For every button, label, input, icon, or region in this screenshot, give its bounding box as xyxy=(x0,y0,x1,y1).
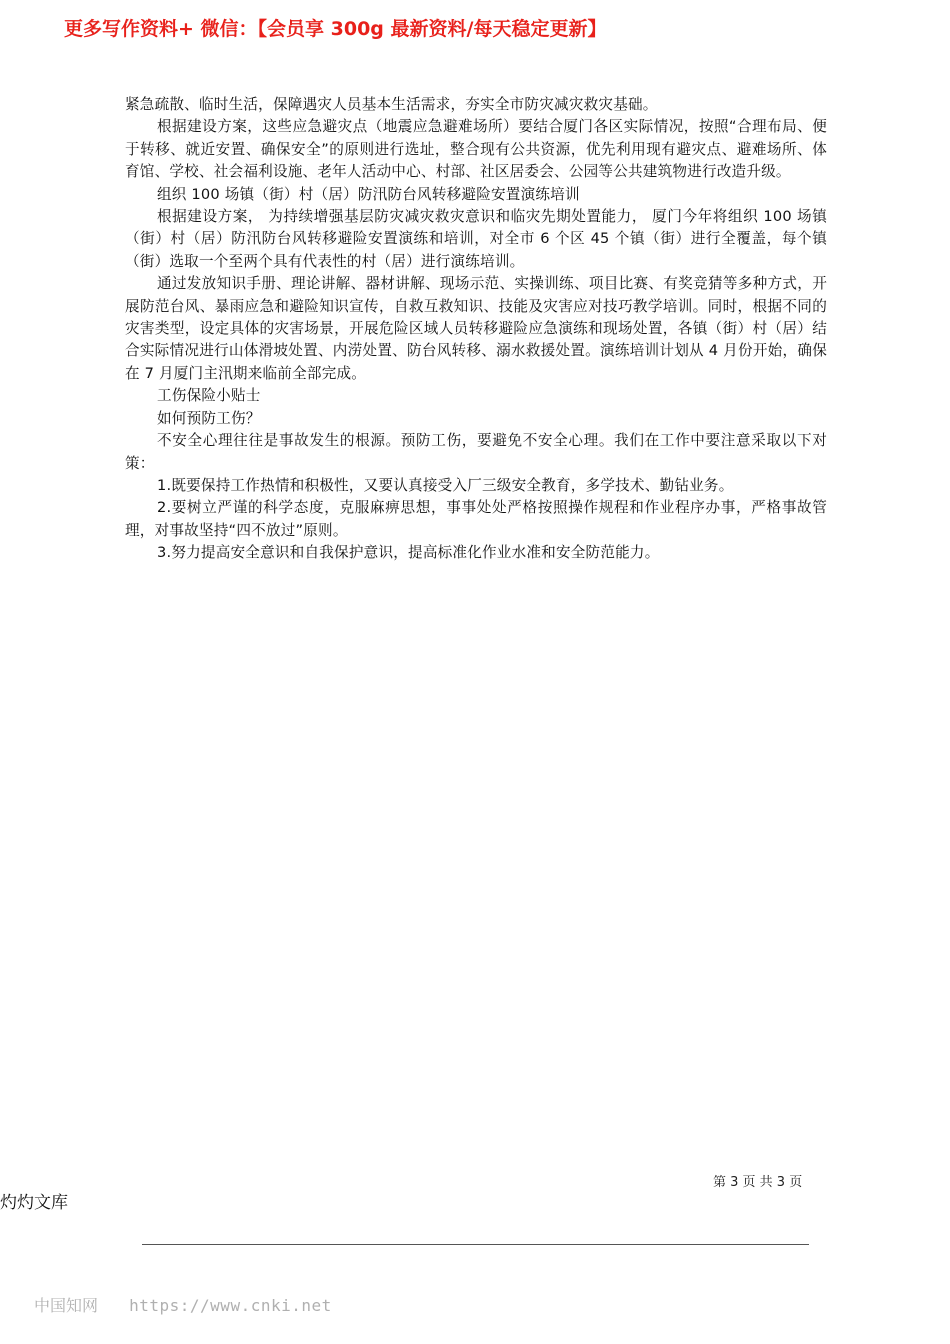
watermark-cn: 中国知网 xyxy=(34,1296,99,1315)
list-item-1: 1.既要保持工作热情和积极性，又要认真接受入厂三级安全教育，多学技术、勤钻业务。 xyxy=(157,476,734,494)
list-item-2: 2.要树立严谨的科学态度，克服麻痹思想，事事处处严格按照操作规程和作业程序办事，严格事故管理，对事故坚持“四不放过”原则。 xyxy=(125,499,827,539)
paragraph-4: 通过发放知识手册、理论讲解、器材讲解、现场示范、实操训练、项目比赛、有奖竞猜等多种方式，开展防范台风、暴雨应急和避险知识宣传，自救互救知识、技能及灾害应对技巧教学培训。同时，根据不同的灾害类型，设定具体的灾害场景，开展危险区域人员转移避险应急演练和现场处置，各镇（街）村（居）结合实际情况进行山体滑坡处置、内涝处置、防台风转移、溺水救援处置。演练培训计划从 4 月份开始，确保在 7 月厦门主汛期来临前全部完成。 xyxy=(125,275,827,382)
paragraph-2: 根据建设方案，这些应急避灾点（地震应急避难场所）要结合厦门各区实际情况，按照“合理布局、便于转移、就近安置、确保安全”的原则进行选址，整合现有公共资源，优先利用现有避灾点、避难场所、体育馆、学校、社会福利设施、老年人活动中心、村部、社区居委会、公园等公共建筑物进行改造升级。 xyxy=(125,118,827,181)
question-heading: 如何预防工伤？ xyxy=(157,409,261,427)
page-number: 第 3 页 共 3 页 xyxy=(713,1175,803,1190)
section-heading-tips: 工伤保险小贴士 xyxy=(157,387,261,405)
paragraph-5: 不安全心理往往是事故发生的根源。预防工伤，要避免不安全心理。我们在工作中要注意采取以下对策： xyxy=(125,432,827,472)
paragraph-3: 根据建设方案， 为持续增强基层防灾减灾救灾意识和临灾先期处置能力， 厦门今年将组织 100 场镇（街）村（居）防汛防台风转移避险安置演练和培训，对全市 6 个区 45 个镇（街）进行全覆盖，每个镇（街）选取一个至两个具有代表性的村（居）进行演练培训。 xyxy=(125,208,827,270)
watermark-url[interactable]: https://www.cnki.net xyxy=(129,1296,332,1315)
paragraph-1: 紧急疏散、临时生活，保障遇灾人员基本生活需求，夯实全市防灾减灾救灾基础。 xyxy=(125,96,658,113)
promo-banner: 更多写作资料+ 微信：【会员享 300g 最新资料/每天稳定更新】 xyxy=(64,18,607,40)
footer-divider xyxy=(142,1244,809,1245)
footer-brand: 灼灼文库 xyxy=(0,1193,68,1213)
section-heading-drill: 组织 100 场镇（街）村（居）防汛防台风转移避险安置演练培训 xyxy=(157,185,580,203)
watermark xyxy=(34,1293,332,1316)
document-body xyxy=(125,94,827,565)
list-item-3: 3.努力提高安全意识和自我保护意识，提高标准化作业水准和安全防范能力。 xyxy=(157,544,660,562)
